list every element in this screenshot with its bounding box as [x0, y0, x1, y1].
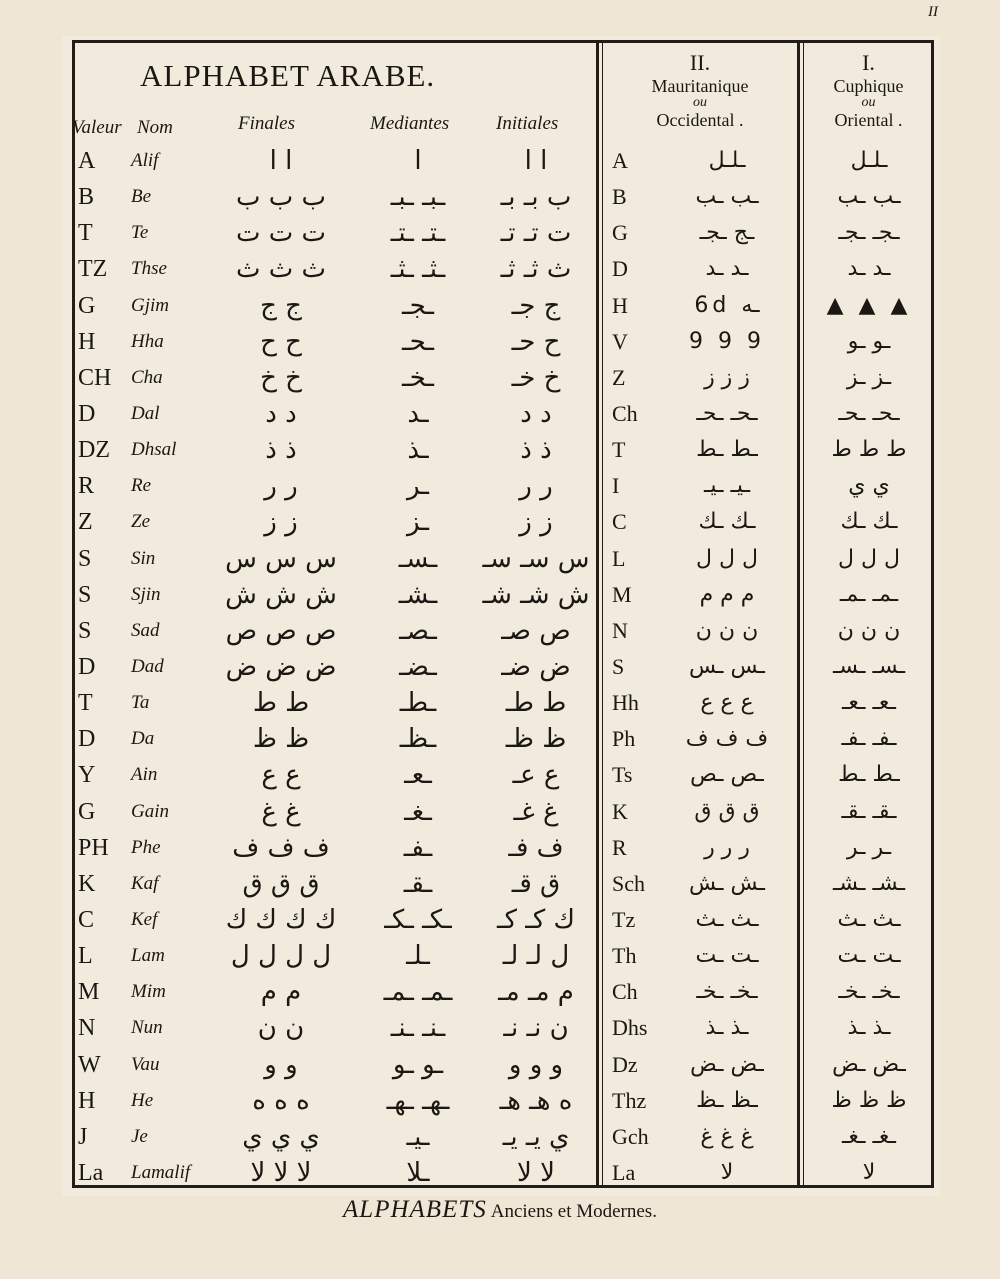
table-row	[0, 902, 1000, 938]
cuphique-forms: ـر ـر	[846, 834, 892, 860]
letter-value: Z	[78, 509, 93, 536]
initiales-forms: و و و	[508, 1049, 564, 1080]
cuphique-forms: ـخـ ـخـ	[838, 979, 900, 1005]
mauritanique-value: N	[612, 617, 628, 643]
letter-name: Be	[131, 186, 152, 208]
table-row	[0, 215, 1000, 251]
mediantes-forms: ـسـ	[398, 543, 438, 574]
initiales-forms: س سـ سـ	[482, 543, 590, 574]
letter-name: Sad	[131, 619, 160, 641]
mediantes-forms: ـخـ	[401, 362, 435, 393]
table-row	[0, 974, 1000, 1010]
finales-forms: ب ب ب	[236, 182, 326, 213]
initiales-forms: ي يـ يـ	[502, 1121, 570, 1152]
table-row	[0, 1119, 1000, 1155]
letter-value: B	[78, 184, 95, 211]
letter-name: Je	[131, 1125, 148, 1147]
mediantes-forms: ـو ـو	[392, 1049, 444, 1080]
letter-value: C	[78, 906, 95, 933]
mauritanique-forms: ـب ـب	[695, 184, 759, 210]
letter-name: Kef	[131, 908, 158, 930]
cuphique-forms: ـلـل	[850, 148, 888, 173]
mediantes-forms: ـكـ ـكـ	[384, 904, 452, 935]
finales-forms: ن ن	[257, 1013, 305, 1044]
letter-name: Sjin	[131, 583, 161, 605]
section-header-cuphique	[806, 52, 931, 129]
finales-forms: غ غ	[261, 796, 301, 827]
letter-value: L	[78, 943, 93, 970]
finales-forms: ي ي ي	[242, 1121, 320, 1152]
mediantes-forms: ـهـ ـهـ	[386, 1085, 450, 1116]
cuphique-forms: ـسـ ـسـ	[832, 653, 906, 679]
finales-forms: ك ك ك ك	[225, 904, 337, 935]
table-row	[0, 541, 1000, 577]
initiales-forms: غ غـ	[513, 796, 559, 827]
mauritanique-value: G	[612, 220, 628, 246]
mauritanique-forms: ـت ـت	[695, 943, 759, 969]
mediantes-forms: ـلا	[406, 1157, 430, 1188]
mediantes-forms: ـقـ	[403, 868, 433, 899]
cuphique-forms: ـذ ـذ	[847, 1015, 891, 1041]
mauritanique-value: C	[612, 509, 627, 535]
letter-name: Dhsal	[131, 439, 177, 461]
initiales-forms: ل لـ لـ	[502, 941, 570, 972]
header-valeur: Valeur	[72, 117, 122, 138]
mediantes-forms: ـشـ	[398, 579, 438, 610]
letter-name: Vau	[131, 1053, 160, 1075]
table-row	[0, 324, 1000, 360]
initiales-forms: ب بـ بـ	[500, 182, 572, 213]
mediantes-forms: ـفـ	[403, 832, 433, 863]
table-row	[0, 577, 1000, 613]
letter-name: Lamalif	[131, 1161, 191, 1183]
cuphique-forms: ـط ـط	[838, 762, 900, 788]
finales-forms: ا ا	[269, 146, 293, 176]
mauritanique-value: S	[612, 653, 625, 679]
mauritanique-value: H	[612, 292, 628, 318]
header-mediantes: Mediantes	[370, 113, 450, 134]
cuphique-forms: ـث ـث	[837, 906, 901, 932]
table-row	[0, 649, 1000, 685]
mauritanique-value: I	[612, 473, 620, 499]
cuphique-forms: ل ل ل	[838, 545, 900, 571]
letter-value: G	[78, 798, 96, 825]
cuphique-forms: ـب ـب	[837, 184, 901, 210]
mediantes-forms: ـد	[407, 398, 429, 429]
letter-value: Y	[78, 762, 96, 789]
initiales-forms: ذ ذ	[520, 435, 552, 466]
mauritanique-value: L	[612, 545, 626, 571]
table-row	[0, 1047, 1000, 1083]
mediantes-forms: ـظـ	[399, 724, 437, 755]
table-row	[0, 866, 1000, 902]
table-row	[0, 504, 1000, 540]
header-finales: Finales	[238, 113, 295, 134]
finales-forms: خ خ	[260, 362, 302, 393]
mediantes-forms: ـبـ ـبـ	[390, 182, 446, 213]
mauritanique-value: Dhs	[612, 1015, 648, 1041]
mauritanique-forms: ـج ـجـ	[699, 220, 755, 246]
header-nom: Nom	[137, 117, 173, 138]
section-name: Mauritanique	[651, 76, 749, 96]
initiales-forms: ر ر	[519, 471, 553, 502]
letter-value: K	[78, 870, 96, 897]
mediantes-forms: ـضـ	[399, 651, 437, 682]
letter-name: Phe	[131, 836, 161, 858]
mediantes-forms: ـحـ	[401, 326, 435, 357]
mauritanique-value: La	[612, 1159, 636, 1185]
finales-forms: ع ع	[261, 760, 301, 791]
table-row	[0, 432, 1000, 468]
finales-forms: م م	[260, 977, 302, 1008]
mauritanique-forms: لا	[720, 1159, 734, 1185]
letter-name: He	[131, 1089, 154, 1111]
letter-value: PH	[78, 834, 109, 861]
cuphique-forms: ـض ـض	[832, 1051, 906, 1077]
page-number: II	[928, 4, 938, 20]
cuphique-forms: ـغـ ـغـ	[841, 1123, 896, 1149]
header-initiales: Initiales	[496, 113, 559, 134]
mauritanique-forms: 9 9 9	[689, 328, 765, 354]
cuphique-forms: ن ن ن	[837, 617, 901, 643]
initiales-forms: ص صـ	[501, 615, 571, 646]
letter-name: Lam	[131, 945, 165, 967]
mauritanique-forms: ـحـ ـحـ	[696, 400, 758, 426]
letter-value: DZ	[78, 437, 110, 464]
letter-name: Mim	[131, 981, 166, 1003]
letter-value: S	[78, 545, 92, 572]
mauritanique-value: Ph	[612, 726, 636, 752]
mauritanique-forms: ـظ ـظ	[696, 1087, 758, 1113]
mediantes-forms: ـتـ ـتـ	[390, 218, 446, 249]
finales-forms: ر ر	[264, 471, 298, 502]
letter-value: A	[78, 148, 96, 174]
mauritanique-value: Th	[612, 943, 637, 969]
initiales-forms: ز ز	[519, 507, 553, 538]
mauritanique-forms: ـد ـد	[705, 256, 749, 282]
mauritanique-forms: ر ر ر	[704, 834, 750, 860]
finales-forms: ض ض ض	[225, 651, 337, 682]
mauritanique-value: Hh	[612, 690, 639, 716]
finales-forms: ز ز	[264, 507, 298, 538]
mauritanique-forms: ـص ـص	[690, 762, 764, 788]
cuphique-forms: ـشـ ـشـ	[832, 870, 906, 896]
mauritanique-value: D	[612, 256, 628, 282]
letter-name: Da	[131, 728, 155, 750]
table-row	[0, 468, 1000, 504]
cuphique-forms: ▲ ▲ ▲	[826, 292, 912, 318]
initiales-forms: خ خـ	[511, 362, 561, 393]
table-row	[0, 1155, 1000, 1191]
letter-name: Sin	[131, 547, 156, 569]
mauritanique-value: Ch	[612, 400, 638, 426]
finales-forms: ج ج	[260, 290, 302, 321]
cuphique-forms: ط ط ط	[831, 437, 907, 463]
mauritanique-value: T	[612, 437, 626, 463]
mauritanique-forms: ـخـ ـخـ	[696, 979, 758, 1005]
table-row	[0, 794, 1000, 830]
letter-value: T	[78, 220, 93, 247]
mauritanique-value: Sch	[612, 870, 645, 896]
caption-title: ALPHABETS	[343, 1196, 487, 1223]
letter-name: Gjim	[131, 294, 169, 316]
table-row	[0, 830, 1000, 866]
finales-forms: ق ق ق	[242, 868, 320, 899]
initiales-forms: م مـ مـ	[498, 977, 574, 1008]
letter-value: D	[78, 726, 96, 753]
mediantes-forms: ـيـ	[406, 1121, 430, 1152]
finales-forms: ت ت ت	[236, 218, 326, 249]
finales-forms: ف ف ف	[232, 832, 330, 863]
mauritanique-forms: ـس ـس	[689, 653, 765, 679]
mauritanique-value: Ch	[612, 979, 638, 1005]
finales-forms: ل ل ل ل	[230, 941, 332, 972]
mauritanique-forms: غ غ غ	[700, 1123, 754, 1149]
initiales-forms: ث ثـ ثـ	[500, 254, 572, 285]
mauritanique-value: M	[612, 581, 632, 607]
mediantes-forms: ـنـ ـنـ	[390, 1013, 446, 1044]
letter-value: S	[78, 581, 92, 608]
mauritanique-forms: ـط ـط	[696, 437, 758, 463]
mediantes-forms: ـصـ	[399, 615, 437, 646]
initiales-forms: ش شـ شـ	[482, 579, 590, 610]
mauritanique-forms: ل ل ل	[696, 545, 758, 571]
cuphique-forms: ـحـ ـحـ	[838, 400, 900, 426]
table-row	[0, 1083, 1000, 1119]
finales-forms: ش ش ش	[225, 579, 337, 610]
initiales-forms: ن نـ نـ	[503, 1013, 569, 1044]
cuphique-forms: ـمـ ـمـ	[839, 581, 899, 607]
letter-value: W	[78, 1051, 101, 1078]
section-number: I.	[862, 50, 875, 75]
cuphique-forms: ـد ـد	[847, 256, 891, 282]
initiales-forms: ع عـ	[512, 760, 560, 791]
mauritanique-value: K	[612, 798, 628, 824]
finales-forms: ه ه ه	[252, 1085, 310, 1116]
finales-forms: س س س	[225, 543, 337, 574]
cuphique-forms: ـقـ ـقـ	[841, 798, 897, 824]
letter-value: J	[78, 1123, 88, 1150]
finales-forms: لا لا لا	[250, 1157, 312, 1188]
mauritanique-forms: ـلـل	[708, 148, 746, 173]
mauritanique-forms: ـك ـك	[698, 509, 756, 535]
letter-value: N	[78, 1015, 96, 1042]
mauritanique-forms: ف ف ف	[685, 726, 769, 752]
mediantes-forms: ا	[414, 146, 422, 176]
mauritanique-value: Thz	[612, 1087, 647, 1113]
mediantes-forms: ـمـ ـمـ	[383, 977, 453, 1008]
mauritanique-forms: ـذ ـذ	[705, 1015, 749, 1041]
letter-value: La	[78, 1159, 104, 1186]
mauritanique-forms: ن ن ن	[695, 617, 759, 643]
section-name: Occidental .	[656, 110, 744, 130]
initiales-forms: ك كـ كـ	[497, 904, 575, 935]
section-name: Oriental .	[834, 110, 903, 130]
mauritanique-value: R	[612, 834, 627, 860]
initiales-forms: ت تـ تـ	[500, 218, 572, 249]
finales-forms: ط ط	[252, 688, 310, 719]
cuphique-forms: ظ ظ ظ	[831, 1087, 907, 1113]
mauritanique-value: Tz	[612, 906, 636, 932]
table-row	[0, 1010, 1000, 1046]
letter-name: Ze	[131, 511, 150, 533]
letter-value: D	[78, 400, 96, 427]
letter-name: Ta	[131, 692, 150, 714]
mauritanique-value: Z	[612, 364, 626, 390]
initiales-forms: ط طـ	[505, 688, 567, 719]
cuphique-forms: لا	[862, 1159, 876, 1185]
mediantes-forms: ـعـ	[404, 760, 432, 791]
letter-name: Nun	[131, 1017, 163, 1039]
finales-forms: ذ ذ	[265, 435, 297, 466]
finales-forms: ث ث ث	[236, 254, 326, 285]
mediantes-forms: ـر	[407, 471, 429, 502]
mediantes-forms: ـذ	[407, 435, 429, 466]
mauritanique-forms: ـش ـش	[689, 870, 765, 896]
plate-caption	[0, 1196, 1000, 1224]
letter-value: S	[78, 617, 92, 644]
table-row	[0, 288, 1000, 324]
mauritanique-value: Gch	[612, 1123, 649, 1149]
letter-value: D	[78, 653, 96, 680]
letter-name: Cha	[131, 366, 163, 388]
letter-name: Gain	[131, 800, 169, 822]
letter-value: H	[78, 328, 96, 355]
letter-name: Re	[131, 475, 152, 497]
initiales-forms: ه هـ هـ	[499, 1085, 573, 1116]
mauritanique-value: B	[612, 184, 627, 210]
finales-forms: ح ح	[260, 326, 302, 357]
cuphique-forms: ـعـ ـعـ	[841, 690, 896, 716]
table-row	[0, 143, 1000, 179]
alphabet-table	[0, 143, 1000, 1191]
letter-value: R	[78, 473, 95, 500]
letter-value: TZ	[78, 256, 108, 283]
section-ou: ou	[693, 95, 707, 110]
letter-value: G	[78, 292, 96, 319]
table-row	[0, 721, 1000, 757]
page-title: ALPHABET ARABE.	[140, 58, 436, 93]
mauritanique-forms: م م م	[699, 581, 755, 607]
table-row	[0, 757, 1000, 793]
mauritanique-value: V	[612, 328, 628, 354]
initiales-forms: ح حـ	[511, 326, 561, 357]
finales-forms: د د	[265, 398, 297, 429]
letter-value: H	[78, 1087, 96, 1114]
cuphique-forms: ـز ـز	[846, 364, 892, 390]
mediantes-forms: ـثـ ـثـ	[390, 254, 446, 285]
initiales-forms: ج جـ	[511, 290, 561, 321]
table-row	[0, 613, 1000, 649]
mediantes-forms: ـلـ	[406, 941, 430, 972]
mediantes-forms: ـغـ	[404, 796, 432, 827]
letter-value: CH	[78, 364, 112, 391]
mauritanique-forms: ع ع ع	[700, 690, 754, 716]
letter-name: Alif	[131, 150, 159, 171]
mauritanique-forms: ـض ـض	[690, 1051, 764, 1077]
caption-subtitle: Anciens et Modernes.	[490, 1201, 657, 1222]
cuphique-forms: ـجـ ـجـ	[838, 220, 900, 246]
mauritanique-forms: ق ق ق	[694, 798, 760, 824]
cuphique-forms: ـفـ ـفـ	[841, 726, 897, 752]
section-ou: ou	[861, 95, 876, 110]
finales-forms: ص ص ص	[225, 615, 337, 646]
letter-value: T	[78, 690, 93, 717]
mauritanique-forms: ـيـ ـيـ	[703, 473, 751, 499]
letter-value: M	[78, 979, 100, 1006]
table-row	[0, 685, 1000, 721]
initiales-forms: لا لا	[517, 1157, 555, 1188]
mauritanique-value: Ts	[612, 762, 633, 788]
mauritanique-forms: ـث ـث	[695, 906, 759, 932]
letter-name: Thse	[131, 258, 167, 280]
mauritanique-value: A	[612, 148, 628, 173]
initiales-forms: د د	[520, 398, 552, 429]
table-row	[0, 396, 1000, 432]
table-row	[0, 938, 1000, 974]
letter-name: Te	[131, 222, 149, 244]
mauritanique-value: Dz	[612, 1051, 638, 1077]
mauritanique-forms: ز ز ز	[704, 364, 750, 390]
section-name: Cuphique	[833, 76, 904, 96]
initiales-forms: ق قـ	[511, 868, 561, 899]
mediantes-forms: ـجـ	[401, 290, 435, 321]
section-number: II.	[689, 50, 711, 75]
letter-name: Kaf	[131, 872, 159, 894]
finales-forms: و و	[264, 1049, 298, 1080]
finales-forms: ظ ظ	[252, 724, 310, 755]
table-row	[0, 251, 1000, 287]
initiales-forms: ا ا	[524, 146, 548, 176]
mauritanique-forms: 6d ـه	[694, 292, 760, 318]
table-row	[0, 360, 1000, 396]
cuphique-forms: ـك ـك	[840, 509, 898, 535]
letter-name: Ain	[131, 764, 158, 786]
mediantes-forms: ـز	[407, 507, 429, 538]
initiales-forms: ظ ظـ	[505, 724, 567, 755]
cuphique-forms: ي ي	[848, 473, 890, 499]
initiales-forms: ض ضـ	[501, 651, 571, 682]
cuphique-forms: ـو ـو	[847, 328, 891, 354]
letter-name: Dal	[131, 402, 160, 424]
cuphique-forms: ـت ـت	[837, 943, 901, 969]
table-row	[0, 179, 1000, 215]
letter-name: Hha	[131, 330, 164, 352]
initiales-forms: ف فـ	[508, 832, 564, 863]
section-header-mauritanique	[605, 52, 795, 129]
mediantes-forms: ـطـ	[399, 688, 437, 719]
letter-name: Dad	[131, 655, 164, 677]
